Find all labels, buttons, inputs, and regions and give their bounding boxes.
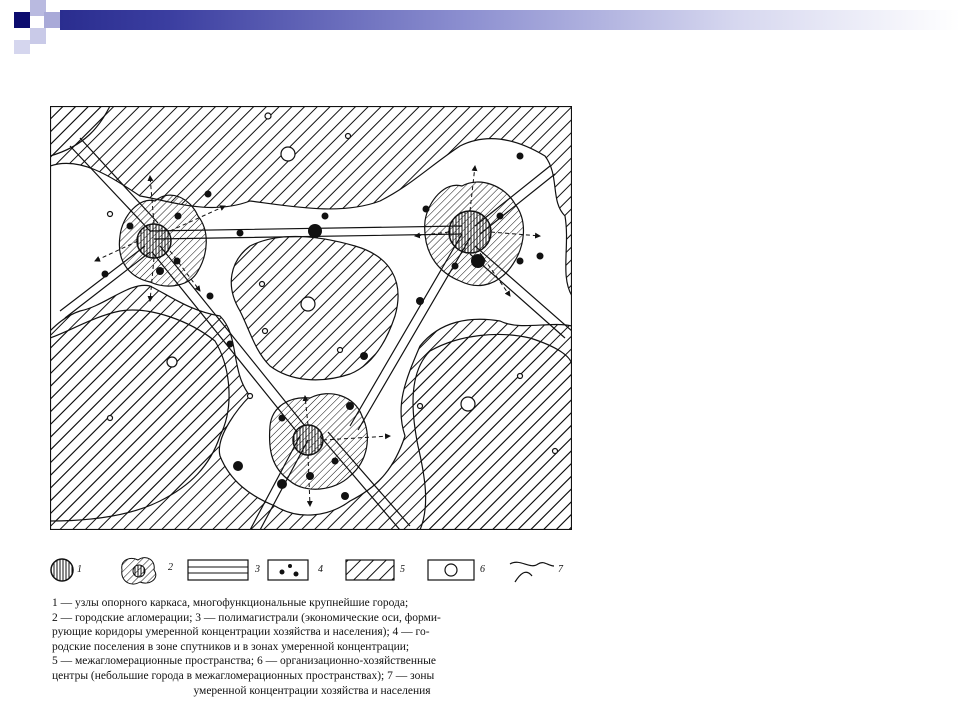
figure-caption <box>52 596 572 712</box>
legend-item-5 <box>346 560 394 580</box>
legend-number: 5 <box>400 564 405 575</box>
legend-number: 2 <box>168 562 173 573</box>
legend-item-7 <box>510 562 554 582</box>
caption-line: центры (небольшие города в межагломерационных пространствах); 7 — зоны <box>52 669 435 682</box>
caption-line: умеренной концентрации хозяйства и населения <box>193 684 431 697</box>
legend <box>50 552 572 592</box>
legend-item-3 <box>188 560 248 580</box>
legend-item-2 <box>122 558 156 584</box>
decor-square-light <box>44 12 60 28</box>
decor-square-light <box>14 40 30 54</box>
caption-line: 1 — узлы опорного каркаса, многофункциональные крупнейшие города; <box>52 597 409 609</box>
node-major-city <box>449 211 491 253</box>
caption-line: родские поселения в зоне спутников и в зонах умеренной концентрации; <box>52 640 410 653</box>
legend-item-1 <box>51 559 73 581</box>
caption-line: рующие коридоры умеренной концентрации хозяйства и населения); 4 — го- <box>52 626 430 639</box>
legend-number: 1 <box>77 564 82 575</box>
caption-line: 5 — межагломерационные пространства; 6 — организационно-хозяйственные <box>52 655 436 668</box>
node-major-city <box>137 224 171 258</box>
legend-number: 4 <box>318 564 323 575</box>
legend-number: 6 <box>480 564 485 575</box>
legend-item-4 <box>268 560 308 580</box>
node-major-city <box>293 425 323 455</box>
settlement-framework-diagram <box>50 106 572 530</box>
legend-number: 3 <box>255 564 260 575</box>
caption-line: 2 — городские агломерации; 3 — полимагистрали (экономические оси, форми- <box>52 611 441 624</box>
decor-square-dark <box>14 12 30 28</box>
legend-item-6 <box>428 560 474 580</box>
lower-right-inter-agglomeration-space <box>413 334 572 530</box>
title-gradient-bar <box>60 10 960 30</box>
decor-square-light <box>30 28 46 44</box>
legend-number: 7 <box>558 564 563 575</box>
